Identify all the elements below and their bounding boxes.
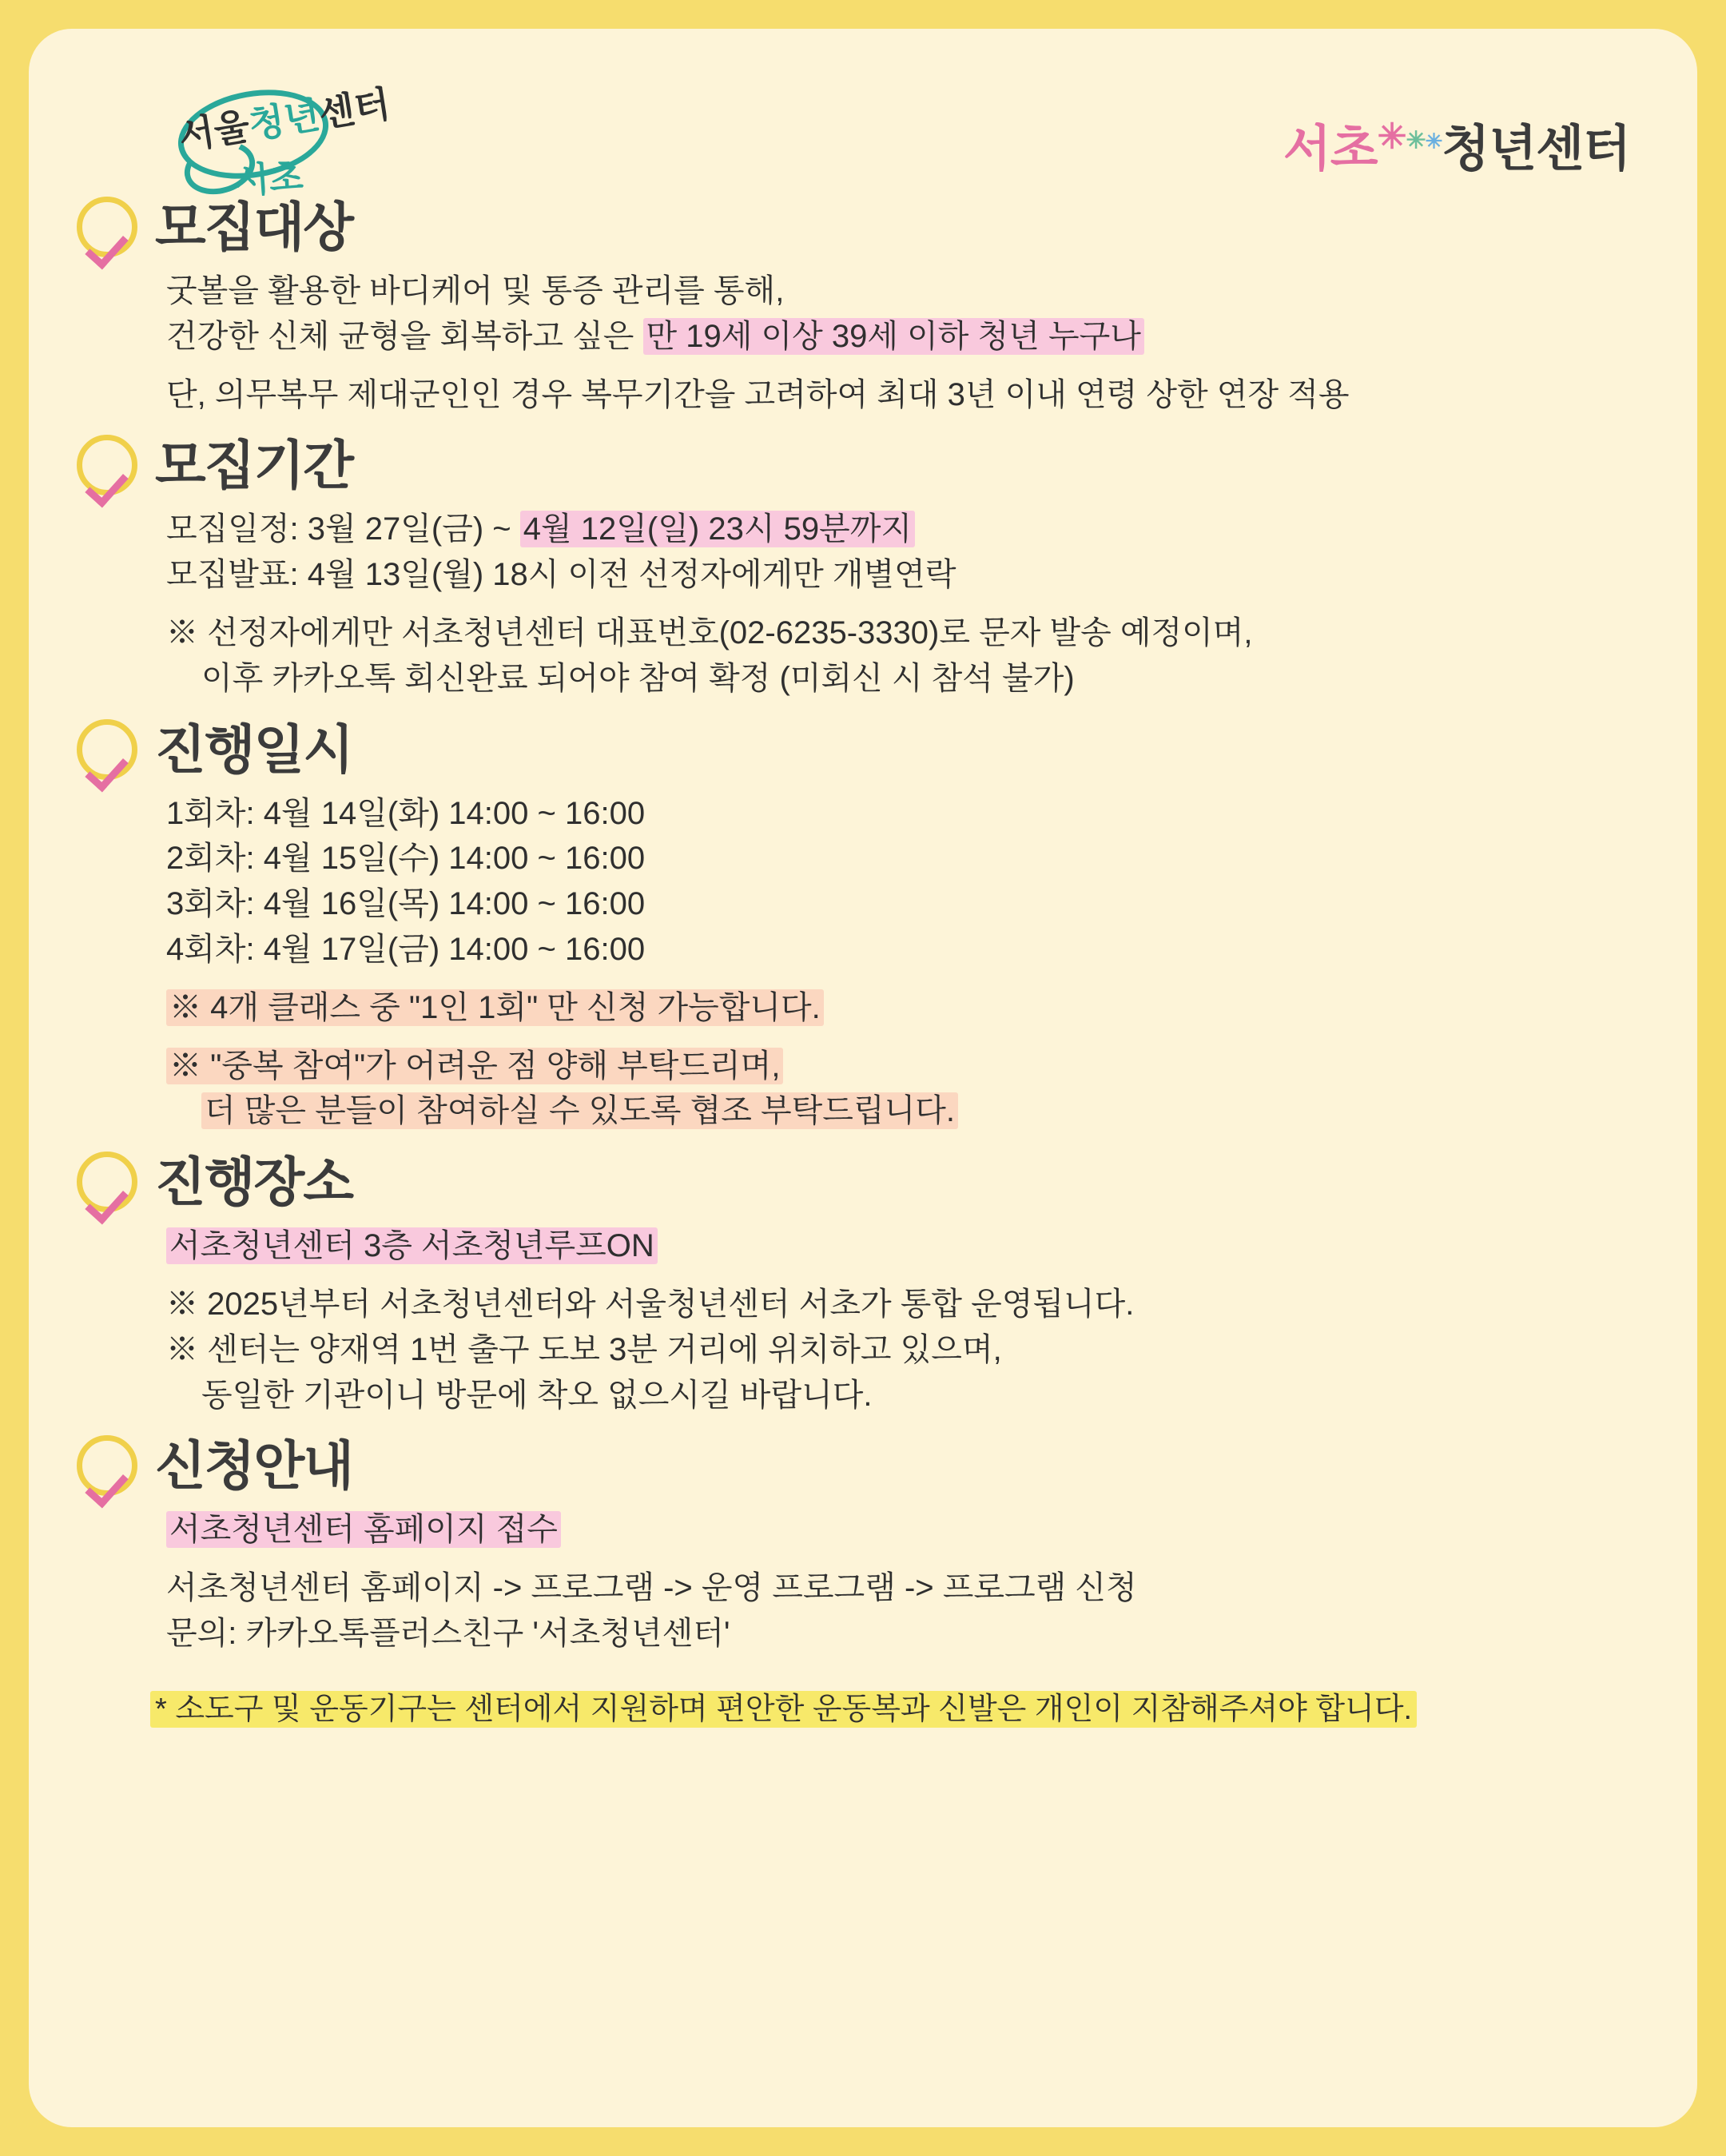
schedule-note-2: ※ "중복 참여"가 어려운 점 양해 부탁드리며, xyxy=(166,1044,1649,1089)
target-highlight-age: 만 19세 이상 39세 이하 청년 누구나 xyxy=(643,318,1144,355)
section-body xyxy=(166,1223,1649,1418)
schedule-note-1: ※ 4개 클래스 중 "1인 1회" 만 신청 가능합니다. xyxy=(166,985,1649,1031)
check-circle-icon xyxy=(77,197,137,257)
schedule-session-2: 2회차: 4월 15일(수) 14:00 ~ 16:00 xyxy=(166,841,646,877)
header xyxy=(77,66,1649,201)
section-body xyxy=(166,791,1649,1135)
footer-note xyxy=(150,1684,1649,1728)
location-venue: 서초청년센터 3층 서초청년루프ON xyxy=(166,1223,1649,1269)
section-title: 신청안내 xyxy=(155,1436,353,1496)
location-note-3: 동일한 기관이니 방문에 착오 없으시길 바랍니다. xyxy=(201,1377,873,1413)
application-method: 서초청년센터 홈페이지 접수 xyxy=(166,1507,1649,1553)
target-line-2: 건강한 신체 균형을 회복하고 싶은 만 19세 이상 39세 이하 청년 누구나 xyxy=(166,314,1649,360)
location-note-2: ※ 센터는 양재역 1번 출구 도보 3분 거리에 위치하고 있으며, xyxy=(166,1331,1002,1367)
period-line-1: 모집일정: 3월 27일(금) ~ 4월 12일(일) 23시 59분까지 xyxy=(166,507,1649,552)
application-contact: 문의: 카카오톡플러스친구 '서초청년센터' xyxy=(166,1615,730,1651)
footer-note-text: * 소도구 및 운동기구는 센터에서 지원하며 편안한 운동복과 신발은 개인이 지참해주셔야 합니다. xyxy=(150,1691,1417,1728)
section-title: 모집대상 xyxy=(155,197,353,257)
section-body xyxy=(166,1507,1649,1656)
target-line-3: 단, 의무복무 제대군인인 경우 복무기간을 고려하여 최대 3년 이내 연령 상한 연장 적용 xyxy=(166,376,1350,412)
logo-left-seocho: 서초 xyxy=(233,157,304,201)
seoul-youth-center-seocho-logo xyxy=(101,74,393,201)
star-icon: ✳ xyxy=(1377,117,1406,157)
schedule-session-3: 3회차: 4월 16일(목) 14:00 ~ 16:00 xyxy=(166,886,646,922)
target-line-1: 굿볼을 활용한 바디케어 및 통증 관리를 통해, xyxy=(166,273,785,308)
section-title: 진행일시 xyxy=(155,719,353,779)
check-circle-icon xyxy=(77,719,137,780)
logo-left-center: 센터 xyxy=(316,82,393,135)
check-circle-icon xyxy=(77,1435,137,1496)
poster-card xyxy=(29,29,1697,2127)
period-note-2: 이후 카카오톡 회신완료 되어야 참여 확정 (미회신 시 참석 불가) xyxy=(201,660,1075,696)
section-header xyxy=(77,197,1649,257)
location-note-1: ※ 2025년부터 서초청년센터와 서울청년센터 서초가 통합 운영됩니다. xyxy=(166,1286,1135,1322)
logo-left-youth: 청년 xyxy=(245,93,323,146)
section-header xyxy=(77,1152,1649,1212)
schedule-session-4: 4회차: 4월 17일(금) 14:00 ~ 16:00 xyxy=(166,931,646,967)
section-application xyxy=(77,1435,1649,1656)
section-recruitment-period xyxy=(77,435,1649,701)
period-note-1: ※ 선정자에게만 서초청년센터 대표번호(02-6235-3330)로 문자 발송 예정이며, xyxy=(166,615,1253,650)
check-circle-icon xyxy=(77,1152,137,1212)
schedule-note-3: 더 많은 분들이 참여하실 수 있도록 협조 부탁드립니다. xyxy=(166,1088,1649,1134)
logo-right-seocho: 서초 xyxy=(1283,121,1378,177)
section-recruitment-target xyxy=(77,197,1649,417)
section-header xyxy=(77,435,1649,495)
section-body xyxy=(166,507,1649,701)
schedule-session-1: 1회차: 4월 14일(화) 14:00 ~ 16:00 xyxy=(166,795,646,831)
section-header xyxy=(77,1435,1649,1496)
star-tiny-icon: ✳ xyxy=(1425,129,1442,153)
period-line-2: 모집발표: 4월 13일(월) 18시 이전 선정자에게만 개별연락 xyxy=(166,557,956,593)
section-schedule xyxy=(77,719,1649,1135)
star-small-icon: ✳ xyxy=(1406,127,1426,154)
section-title: 진행장소 xyxy=(155,1152,353,1212)
check-circle-icon xyxy=(77,435,137,495)
section-header xyxy=(77,719,1649,780)
section-title: 모집기간 xyxy=(155,436,353,495)
period-highlight-deadline: 4월 12일(일) 23시 59분까지 xyxy=(520,511,915,547)
seocho-youth-center-logo xyxy=(1283,109,1630,180)
logo-right-youth-center: 청년센터 xyxy=(1442,121,1630,177)
section-location xyxy=(77,1152,1649,1418)
section-body xyxy=(166,269,1649,417)
application-path: 서초청년센터 홈페이지 -> 프로그램 -> 운영 프로그램 -> 프로그램 신청 xyxy=(166,1570,1137,1606)
logo-left-seoul: 서울 xyxy=(176,105,253,157)
